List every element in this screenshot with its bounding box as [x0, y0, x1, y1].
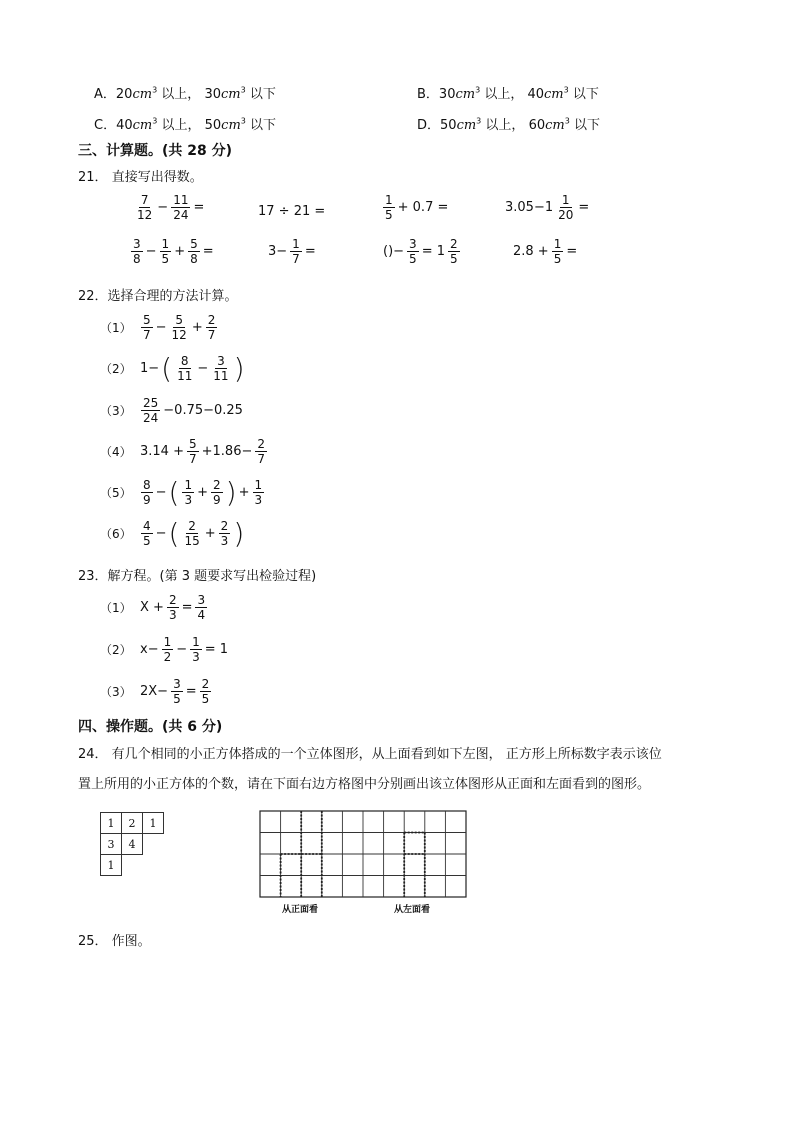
empty-cell — [143, 855, 164, 876]
q22-part-6: （6） 4 5 − ( 2 15 + $\frac{2}{3}$ ) — [100, 516, 245, 550]
fraction: 25 24 — [143, 396, 159, 425]
fraction: 2 15 — [184, 519, 200, 548]
grid-cell: 1 — [101, 855, 122, 876]
fraction: $\frac{1}{7}$ — [292, 237, 300, 266]
fraction: 4 5 — [143, 519, 151, 548]
q23-eq-1: （1） X + $\frac{2}{3}$ = $\frac{3}{4}$ — [100, 593, 206, 622]
q21-prompt: 21． 直接写出得数。 — [78, 170, 203, 185]
fraction: $\frac{1}{2}$ — [163, 635, 172, 664]
fraction: $\frac{5}{12}$ — [171, 313, 187, 342]
option-c[interactable]: C．$40cm^3$ 以上， $50cm^3$ 以下 — [94, 116, 277, 133]
q21-item-f: 3− $\frac{1}{7}$ = — [268, 237, 316, 266]
grid-cell: 3 — [101, 834, 122, 855]
q22-part-3: （3） 25 24 −0.75−0.25 — [100, 396, 243, 425]
q21-item-e: 3 8 − $\frac{1}{5}$ + $\frac{5}{8}$ = — [133, 237, 214, 266]
option-a[interactable]: A．$20cm^3$ 以上， $30cm^3$ 以下 — [94, 85, 276, 102]
q21-item-b: 17 ÷ 21 = — [258, 204, 326, 219]
drawing-grid[interactable] — [258, 809, 468, 903]
q24-line-2: 置上所用的小正方体的个数，请在下面右边方格图中分别画出该立体图形从正面和左面看到的图形。 — [78, 777, 651, 792]
fraction: $\frac{3}{4}$ — [197, 593, 206, 622]
option-b[interactable]: B．$30cm^3$ 以上， $40cm^3$ 以下 — [417, 85, 599, 102]
section-3-heading: 三、计算题。(共 28 分) — [78, 143, 233, 159]
fraction: $\frac{2}{7}$ — [257, 437, 265, 466]
option-d[interactable]: D．$50cm^3$ 以上， $60cm^3$ 以下 — [417, 116, 600, 133]
grid-cell: 2 — [122, 813, 143, 834]
drawing-grid-svg — [258, 809, 468, 899]
fraction: $\frac{1}{3}$ — [254, 478, 263, 507]
fraction: $\frac{3}{11}$ — [213, 354, 229, 383]
q22-part-2: （2） 1− ( 8 11 − $\frac{3}{11}$ ) — [100, 351, 245, 385]
fraction: 3 8 — [133, 237, 141, 266]
fraction: $\frac{2}{7}$ — [207, 313, 216, 342]
top-view-grid — [100, 812, 164, 876]
empty-cell — [143, 834, 164, 855]
fraction: $\frac{2}{5}$ — [201, 677, 210, 706]
grid-cell: 1 — [101, 813, 122, 834]
fraction: $\frac{3}{5}$ — [173, 677, 181, 706]
fraction: 1 3 — [184, 478, 193, 507]
q23-eq-2: （2） x− $\frac{1}{2}$ − $\frac{1}{3}$ = 1 — [100, 635, 229, 664]
fraction: $\frac{1}{20}$ — [558, 193, 574, 222]
fraction: $\frac{1}{5}$ — [553, 237, 562, 266]
fraction: 7 12 — [137, 193, 153, 222]
fraction: 5 7 — [143, 313, 151, 342]
fraction: $\frac{11}{24}$ — [173, 193, 189, 222]
q21-item-d: 3.05−1 $\frac{1}{20}$ = — [505, 193, 590, 222]
q21-item-a: 7 12 − $\frac{11}{24}$ = — [137, 193, 205, 222]
fraction: 8 11 — [177, 354, 193, 383]
fraction: 1 5 — [385, 193, 393, 222]
top-view-diagram — [100, 812, 164, 876]
fraction: $\frac{3}{5}$ — [409, 237, 417, 266]
q25-prompt: 25． 作图。 — [78, 934, 151, 949]
fraction: $\frac{5}{7}$ — [188, 437, 197, 466]
q22-part-4: （4） 3.14 + $\frac{5}{7}$ +1.86− $\frac{2}{7}$ — [100, 437, 265, 466]
fraction: 8 9 — [143, 478, 151, 507]
fraction: $\frac{2}{3}$ — [220, 519, 229, 548]
fraction: $\frac{5}{8}$ — [190, 237, 198, 266]
q23-eq-3: （3） 2X− $\frac{3}{5}$ = $\frac{2}{5}$ — [100, 677, 210, 706]
q21-item-c: 1 5 + 0.7 = — [385, 193, 449, 222]
fraction: $\frac{2}{3}$ — [168, 593, 177, 622]
fraction: $\frac{1}{3}$ — [192, 635, 200, 664]
fraction: 2 5 — [449, 237, 458, 266]
caption-front-view: 从正面看 — [282, 905, 319, 915]
empty-cell — [122, 855, 143, 876]
q22-part-5: （5） 8 9 − ( 1 3 + $\frac{2}{9}$ ) + $\frac{1}{3}$ — [100, 475, 263, 509]
caption-left-view: 从左面看 — [394, 905, 431, 915]
q23-prompt: 23．解方程。(第 3 题要求写出检验过程) — [78, 569, 317, 584]
q21-item-g: ()− $\frac{3}{5}$ = 1 2 5 — [383, 237, 458, 266]
q24-line-1: 24． 有几个相同的小正方体搭成的一个立体图形，从上面看到如下左图， 正方形上所标数字表示该位 — [78, 747, 662, 762]
q22-part-1: （1） 5 7 − $\frac{5}{12}$ + $\frac{2}{7}$ — [100, 313, 216, 342]
fraction: $\frac{1}{5}$ — [161, 237, 170, 266]
grid-cell: 4 — [122, 834, 143, 855]
section-4-heading: 四、操作题。(共 6 分) — [78, 719, 223, 735]
q21-item-h: 2.8 + $\frac{1}{5}$ = — [513, 237, 578, 266]
grid-cell: 1 — [143, 813, 164, 834]
fraction: $\frac{2}{9}$ — [213, 478, 221, 507]
q22-prompt: 22．选择合理的方法计算。 — [78, 289, 238, 304]
